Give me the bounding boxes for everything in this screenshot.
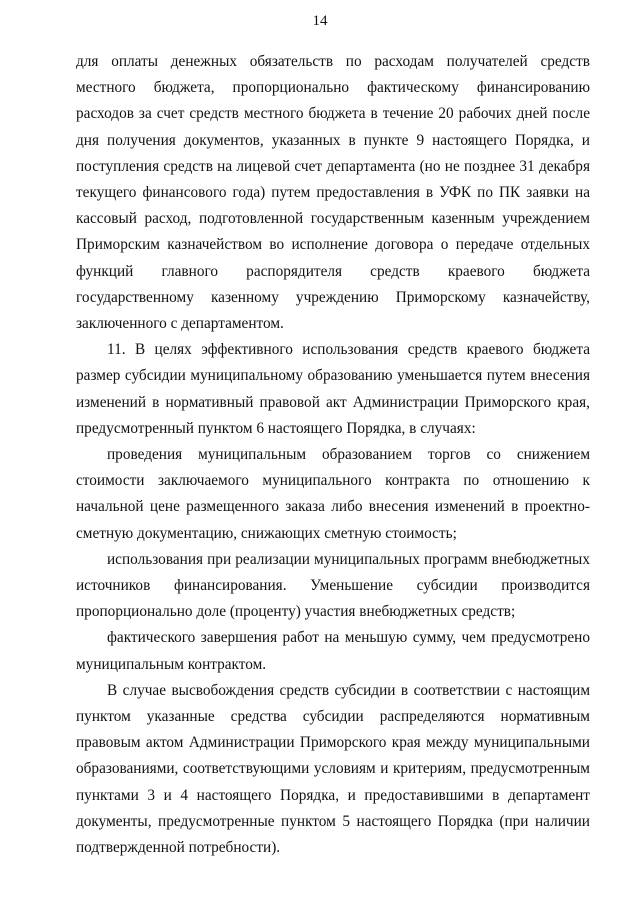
page-number: 14 — [312, 13, 328, 29]
paragraph-clause-11: 11. В целях эффективного использования средств краевого бюджета размер субсидии муниципальному образованию уменьшается путем внесения изменений в нормативный правовой акт Администрации Приморского края, предусмотренный пунктом 6 настоящего Порядка, в случаях: — [76, 341, 590, 437]
paragraph-continuation: для оплаты денежных обязательств по расходам получателей средств местного бюджета, пропорционально фактическому финансированию расходов за счет средств местного бюджета в течение 20 рабочих дней после дня получения документов, указанных в пункте 9 настоящего Порядка, и поступления средств на лицевой счет департамента (но не позднее 31 декабря текущего финансового года) путем предоставления в УФК по ПК заявки на кассовый расход, подготовленной государственным казенным учреждением Приморским казначейством во исполнение договора о передаче отдельных функций главного распорядителя средств краевого бюджета государственному казенному учреждению Приморскому казначейству, заключенного с департаментом. — [76, 53, 590, 333]
paragraph-case-tender-savings: проведения муниципальным образованием торгов со снижением стоимости заключаемого муниципального контракта по отношению к начальной цене размещенного заказа либо внесения изменений в проектно-сметную документацию, снижающих сметную стоимость; — [76, 446, 590, 542]
paragraph-case-completion-lower-sum: фактического завершения работ на меньшую сумму, чем предусмотрено муниципальным контрактом. — [76, 629, 590, 673]
document-body — [76, 49, 590, 861]
paragraph-redistribution: В случае высвобождения средств субсидии в соответствии с настоящим пунктом указанные средства субсидии распределяются нормативным правовым актом Администрации Приморского края между муниципальными образованиями, соответствующими условиям и критериям, предусмотренным пунктами 3 и 4 настоящего Порядка, и предоставившими в департамент документы, предусмотренные пунктом 5 настоящего Порядка (при наличии подтвержденной потребности). — [76, 681, 590, 857]
paragraph-case-extrabudgetary-sources: использования при реализации муниципальных программ внебюджетных источников финансирования. Уменьшение субсидии производится пропорционально доле (проценту) участия внебюджетных средств; — [76, 550, 590, 621]
